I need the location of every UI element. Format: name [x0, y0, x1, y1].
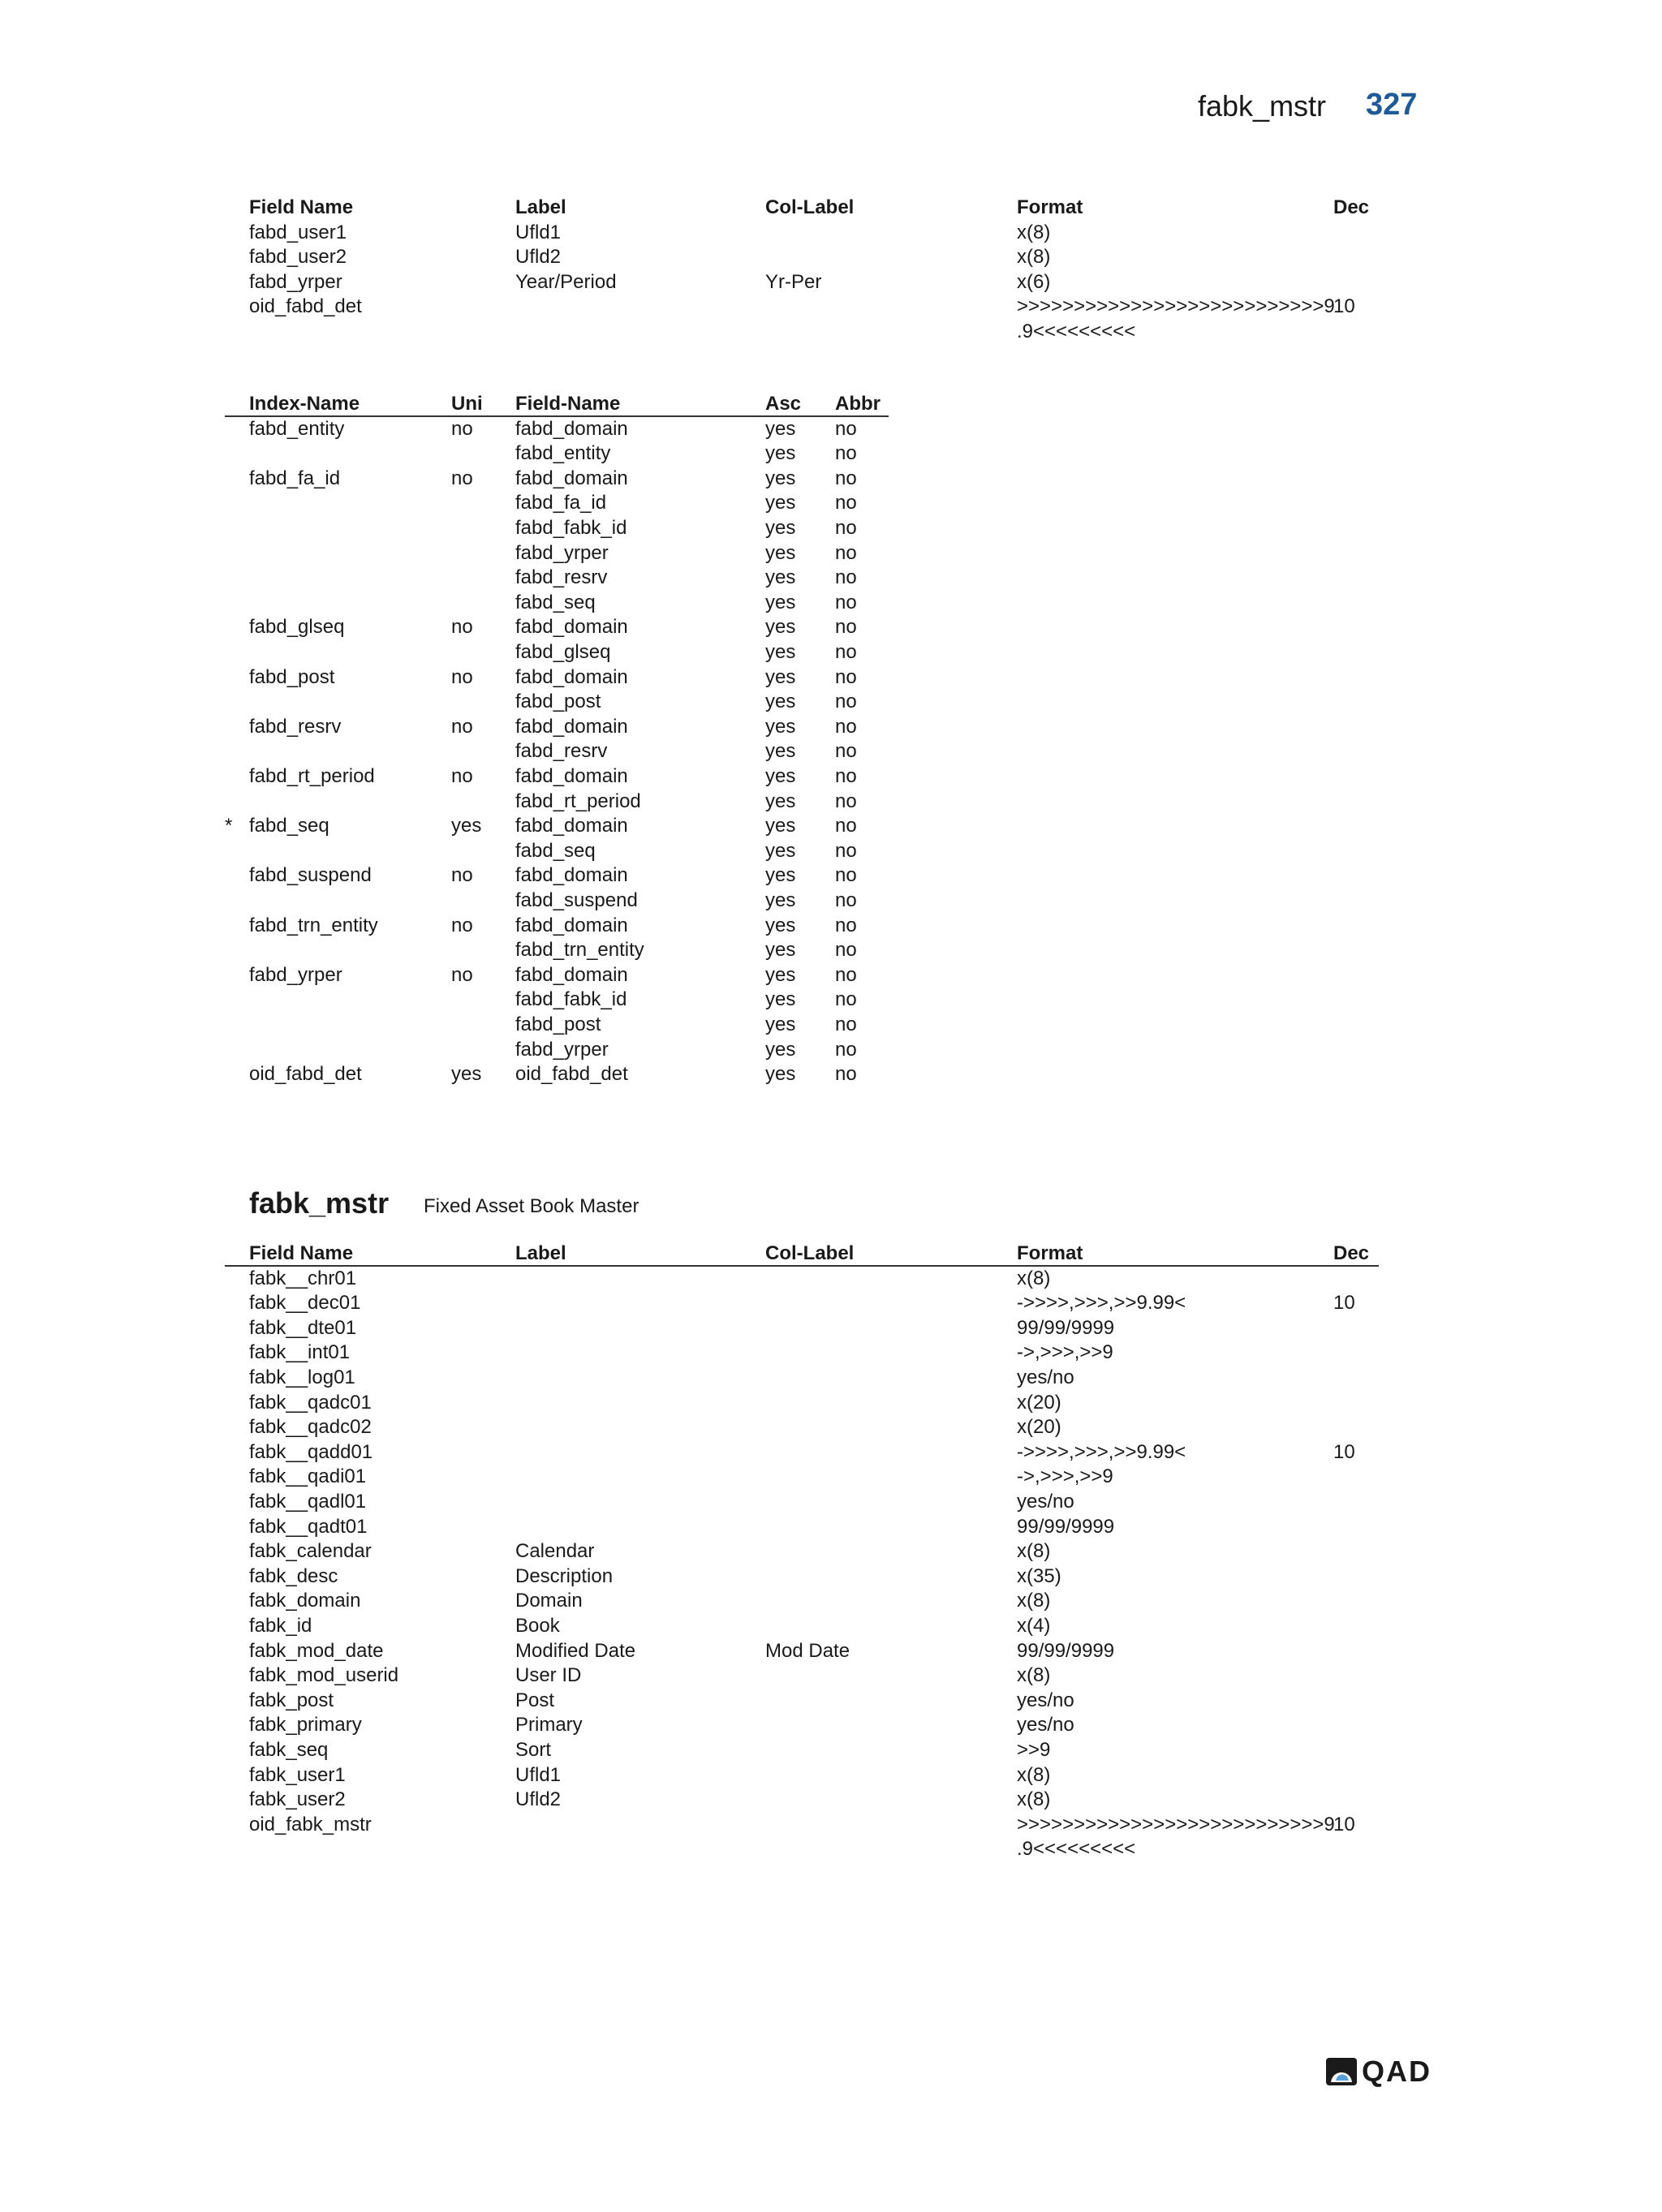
- index-header-index: Index-Name: [249, 393, 360, 415]
- index-ascending: yes: [765, 541, 796, 564]
- column-header-format: Format: [1017, 196, 1083, 218]
- field-format: x(8): [1017, 1664, 1051, 1687]
- index-ascending: yes: [765, 641, 796, 663]
- field-label: Ufld2: [515, 246, 562, 269]
- index-unique: no: [451, 417, 473, 440]
- index-ascending: yes: [765, 765, 796, 787]
- index-name: fabd_trn_entity: [249, 914, 378, 936]
- field-label: Description: [515, 1564, 614, 1587]
- index-name: fabd_fa_id: [249, 467, 341, 489]
- index-field-name: fabd_domain: [515, 665, 628, 688]
- index-ascending: yes: [765, 839, 796, 862]
- index-field-name: fabd_yrper: [515, 1038, 609, 1061]
- field-name: fabk__dte01: [249, 1316, 357, 1339]
- field-format: >>9: [1017, 1739, 1051, 1761]
- index-unique: no: [451, 715, 473, 738]
- section-title: fabk_mstr: [249, 1186, 390, 1220]
- column-header-dec: Dec: [1333, 1242, 1370, 1264]
- field-name: fabd_user1: [249, 221, 347, 243]
- index-field-name: fabd_trn_entity: [515, 939, 644, 962]
- field-label: Modified Date: [515, 1639, 636, 1662]
- index-field-name: fabd_fabk_id: [515, 988, 627, 1011]
- index-field-name: fabd_suspend: [515, 889, 638, 911]
- index-abbreviated: no: [835, 889, 857, 911]
- field-format: yes/no: [1017, 1689, 1074, 1711]
- column-header-field: Field Name: [249, 196, 354, 218]
- index-field-name: fabd_rt_period: [515, 790, 641, 812]
- index-abbreviated: no: [835, 765, 857, 787]
- index-ascending: yes: [765, 963, 796, 986]
- field-format: x(8): [1017, 1590, 1051, 1612]
- index-abbreviated: no: [835, 442, 857, 465]
- header-rule: [225, 1265, 1379, 1267]
- field-format: ->>>>,>>>,>>9.99<: [1017, 1292, 1186, 1315]
- index-unique: no: [451, 765, 473, 787]
- field-format: x(20): [1017, 1391, 1061, 1414]
- column-header-format: Format: [1017, 1242, 1083, 1264]
- index-name: fabd_suspend: [249, 864, 372, 887]
- index-name: fabd_entity: [249, 417, 345, 440]
- index-ascending: yes: [765, 467, 796, 489]
- index-abbreviated: no: [835, 641, 857, 663]
- field-label: Book: [515, 1615, 560, 1637]
- index-header-abbr: Abbr: [835, 393, 881, 415]
- index-unique: yes: [451, 815, 482, 837]
- index-ascending: yes: [765, 591, 796, 613]
- index-name: fabd_yrper: [249, 963, 342, 986]
- index-field-name: fabd_post: [515, 1013, 601, 1035]
- field-name: fabk_desc: [249, 1564, 338, 1587]
- index-abbreviated: no: [835, 417, 857, 440]
- field-name: oid_fabd_det: [249, 295, 362, 318]
- field-name: fabk__qadc01: [249, 1391, 372, 1414]
- index-ascending: yes: [765, 939, 796, 962]
- field-name: fabk__qadl01: [249, 1491, 367, 1513]
- index-unique: no: [451, 467, 473, 489]
- field-name: fabd_user2: [249, 246, 347, 269]
- field-name: fabk__qadi01: [249, 1465, 367, 1488]
- index-field-name: fabd_post: [515, 691, 601, 713]
- field-col-label: Yr-Per: [765, 270, 822, 293]
- field-name: fabk__dec01: [249, 1292, 361, 1315]
- index-abbreviated: no: [835, 988, 857, 1011]
- field-format: 99/99/9999: [1017, 1316, 1115, 1339]
- index-field-name: fabd_domain: [515, 616, 628, 639]
- field-name: fabk_mod_userid: [249, 1664, 399, 1687]
- index-field-name: fabd_domain: [515, 467, 628, 489]
- index-ascending: yes: [765, 790, 796, 812]
- index-abbreviated: no: [835, 517, 857, 539]
- field-name: fabk_domain: [249, 1590, 361, 1612]
- index-unique: yes: [451, 1063, 482, 1086]
- index-field-name: fabd_domain: [515, 914, 628, 936]
- field-format: 99/99/9999: [1017, 1639, 1115, 1662]
- field-format: >>>>>>>>>>>>>>>>>>>>>>>>>>>9: [1017, 295, 1335, 318]
- index-name: fabd_resrv: [249, 715, 342, 738]
- index-abbreviated: no: [835, 1013, 857, 1035]
- column-header-dec: Dec: [1333, 196, 1370, 218]
- index-field-name: fabd_domain: [515, 715, 628, 738]
- index-name: fabd_rt_period: [249, 765, 375, 787]
- index-unique: no: [451, 914, 473, 936]
- field-name: fabk__qadc02: [249, 1416, 372, 1439]
- field-format: x(8): [1017, 221, 1051, 243]
- field-format: x(8): [1017, 1763, 1051, 1786]
- field-label: Primary: [515, 1714, 583, 1736]
- index-abbreviated: no: [835, 616, 857, 639]
- index-ascending: yes: [765, 815, 796, 837]
- index-ascending: yes: [765, 517, 796, 539]
- field-format: yes/no: [1017, 1491, 1074, 1513]
- field-format: x(8): [1017, 246, 1051, 269]
- column-header-field: Field Name: [249, 1242, 354, 1264]
- index-abbreviated: no: [835, 939, 857, 962]
- index-ascending: yes: [765, 665, 796, 688]
- field-name: fabk__log01: [249, 1366, 355, 1388]
- index-abbreviated: no: [835, 740, 857, 763]
- field-label: Calendar: [515, 1540, 595, 1563]
- index-name: oid_fabd_det: [249, 1063, 362, 1086]
- field-dec: 10: [1333, 295, 1355, 318]
- index-ascending: yes: [765, 740, 796, 763]
- column-header-label: Label: [515, 196, 566, 218]
- index-ascending: yes: [765, 566, 796, 589]
- index-ascending: yes: [765, 988, 796, 1011]
- field-format: x(35): [1017, 1564, 1061, 1587]
- field-format: x(8): [1017, 1540, 1051, 1563]
- index-field-name: fabd_domain: [515, 963, 628, 986]
- index-field-name: fabd_resrv: [515, 740, 608, 763]
- index-field-name: fabd_seq: [515, 839, 596, 862]
- column-header-col: Col-Label: [765, 1242, 855, 1264]
- index-abbreviated: no: [835, 591, 857, 613]
- field-format: x(8): [1017, 1788, 1051, 1811]
- column-header-label: Label: [515, 1242, 566, 1264]
- field-name: fabk_user1: [249, 1763, 346, 1786]
- field-format: yes/no: [1017, 1714, 1074, 1736]
- field-format: x(4): [1017, 1615, 1051, 1637]
- field-format: x(8): [1017, 1267, 1051, 1289]
- index-field-name: fabd_domain: [515, 815, 628, 837]
- qad-logo: [1326, 2055, 1432, 2089]
- index-field-name: fabd_domain: [515, 417, 628, 440]
- field-name: fabk_calendar: [249, 1540, 372, 1563]
- section-description: Fixed Asset Book Master: [424, 1195, 639, 1217]
- index-ascending: yes: [765, 417, 796, 440]
- index-field-name: fabd_entity: [515, 442, 611, 465]
- index-ascending: yes: [765, 1013, 796, 1035]
- index-abbreviated: no: [835, 790, 857, 812]
- index-abbreviated: no: [835, 691, 857, 713]
- field-name: fabk_post: [249, 1689, 334, 1711]
- page-number: 327: [1366, 88, 1418, 122]
- index-unique: no: [451, 963, 473, 986]
- field-label: Ufld1: [515, 221, 562, 243]
- field-dec: 10: [1333, 1440, 1355, 1463]
- field-format: yes/no: [1017, 1366, 1074, 1388]
- field-col-label: Mod Date: [765, 1639, 850, 1662]
- index-field-name: fabd_fa_id: [515, 492, 607, 514]
- index-abbreviated: no: [835, 963, 857, 986]
- index-field-name: oid_fabd_det: [515, 1063, 628, 1086]
- index-header-uni: Uni: [451, 393, 483, 415]
- index-abbreviated: no: [835, 541, 857, 564]
- index-ascending: yes: [765, 616, 796, 639]
- field-name: fabk_mod_date: [249, 1639, 384, 1662]
- index-ascending: yes: [765, 492, 796, 514]
- index-abbreviated: no: [835, 467, 857, 489]
- field-name: fabk_primary: [249, 1714, 362, 1736]
- index-unique: no: [451, 616, 473, 639]
- index-abbreviated: no: [835, 665, 857, 688]
- field-label: Post: [515, 1689, 555, 1711]
- index-abbreviated: no: [835, 1038, 857, 1061]
- index-field-name: fabd_resrv: [515, 566, 608, 589]
- index-ascending: yes: [765, 1063, 796, 1086]
- field-format: ->>>>,>>>,>>9.99<: [1017, 1440, 1186, 1463]
- field-name: fabk_user2: [249, 1788, 346, 1811]
- field-name: fabk__qadt01: [249, 1515, 368, 1538]
- index-field-name: fabd_domain: [515, 765, 628, 787]
- index-ascending: yes: [765, 889, 796, 911]
- index-unique: no: [451, 864, 473, 887]
- index-ascending: yes: [765, 691, 796, 713]
- field-name: fabk__int01: [249, 1341, 351, 1364]
- index-header-field: Field-Name: [515, 393, 621, 415]
- index-field-name: fabd_yrper: [515, 541, 609, 564]
- index-name: fabd_glseq: [249, 616, 345, 639]
- index-field-name: fabd_glseq: [515, 641, 611, 663]
- field-format-continued: .9<<<<<<<<<: [1017, 321, 1136, 342]
- field-format: ->,>>>,>>9: [1017, 1465, 1113, 1488]
- index-header-asc: Asc: [765, 393, 802, 415]
- field-format: >>>>>>>>>>>>>>>>>>>>>>>>>>>9: [1017, 1813, 1335, 1835]
- field-name: fabk_seq: [249, 1739, 329, 1761]
- index-ascending: yes: [765, 715, 796, 738]
- field-label: Domain: [515, 1590, 583, 1612]
- index-field-name: fabd_seq: [515, 591, 596, 613]
- index-abbreviated: no: [835, 815, 857, 837]
- index-name: fabd_seq: [249, 815, 329, 837]
- page-header-title: fabk_mstr: [1198, 89, 1327, 123]
- field-dec: 10: [1333, 1292, 1355, 1315]
- field-label: Ufld2: [515, 1788, 562, 1811]
- field-label: User ID: [515, 1664, 582, 1687]
- index-abbreviated: no: [835, 864, 857, 887]
- field-name: fabk_id: [249, 1615, 312, 1637]
- field-name: fabk__qadd01: [249, 1440, 373, 1463]
- field-name: fabd_yrper: [249, 270, 342, 293]
- column-header-col: Col-Label: [765, 196, 855, 218]
- field-label: Ufld1: [515, 1763, 562, 1786]
- field-dec: 10: [1333, 1813, 1355, 1835]
- index-name: fabd_post: [249, 665, 335, 688]
- field-format-continued: .9<<<<<<<<<: [1017, 1838, 1136, 1861]
- field-format: x(20): [1017, 1416, 1061, 1439]
- index-abbreviated: no: [835, 914, 857, 936]
- field-label: Sort: [515, 1739, 552, 1761]
- index-field-name: fabd_fabk_id: [515, 517, 627, 539]
- field-name: fabk__chr01: [249, 1267, 357, 1289]
- index-abbreviated: no: [835, 715, 857, 738]
- field-format: 99/99/9999: [1017, 1515, 1115, 1538]
- field-format: x(6): [1017, 270, 1051, 293]
- field-label: Year/Period: [515, 270, 617, 293]
- index-abbreviated: no: [835, 1063, 857, 1086]
- field-name: oid_fabk_mstr: [249, 1813, 372, 1835]
- index-field-name: fabd_domain: [515, 864, 628, 887]
- field-format: ->,>>>,>>9: [1017, 1341, 1113, 1364]
- index-unique: no: [451, 665, 473, 688]
- unique-marker: *: [225, 815, 233, 837]
- index-ascending: yes: [765, 864, 796, 887]
- index-abbreviated: no: [835, 839, 857, 862]
- index-abbreviated: no: [835, 492, 857, 514]
- index-ascending: yes: [765, 914, 796, 936]
- qad-logo-icon: [1326, 2058, 1357, 2085]
- logo-text: QAD: [1362, 2055, 1432, 2088]
- index-abbreviated: no: [835, 566, 857, 589]
- index-ascending: yes: [765, 1038, 796, 1061]
- index-ascending: yes: [765, 442, 796, 465]
